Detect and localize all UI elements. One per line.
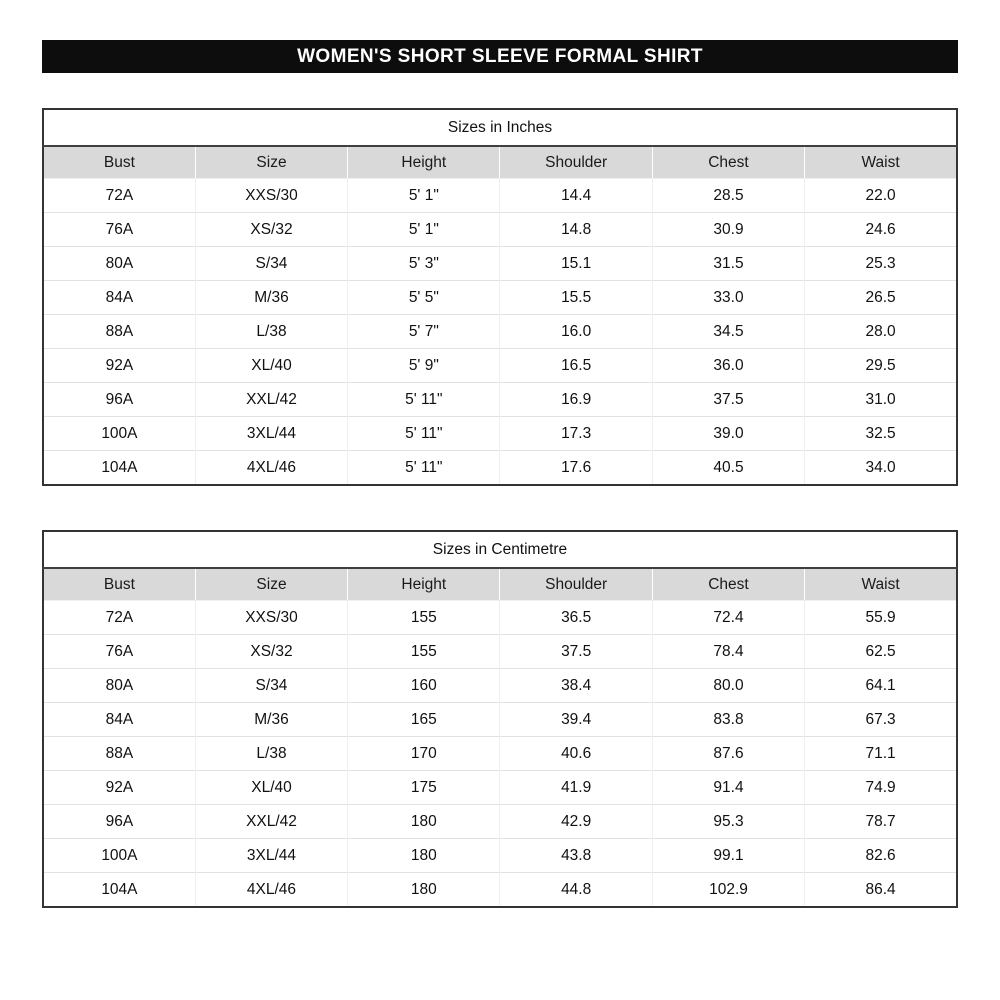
table-cell: 16.9 [500,383,652,417]
table-cell: 5' 11" [348,417,500,451]
page-title: WOMEN'S SHORT SLEEVE FORMAL SHIRT [297,45,703,67]
column-header-shoulder: Shoulder [500,146,652,179]
table-cell: 86.4 [805,873,957,908]
table-cell: 67.3 [805,703,957,737]
table-cell: 155 [348,635,500,669]
table-row [43,417,957,451]
table-cell: 41.9 [500,771,652,805]
table-cell: 155 [348,601,500,635]
table-cell: 3XL/44 [195,839,347,873]
table-cell: 91.4 [652,771,804,805]
inches-size-table [42,108,958,486]
table-cell: L/38 [195,737,347,771]
table-cell: 28.0 [805,315,957,349]
table-header-row [43,146,957,179]
table-cell: 26.5 [805,281,957,315]
table-cell: 4XL/46 [195,451,347,486]
column-header-size: Size [195,146,347,179]
table-cell: S/34 [195,669,347,703]
title-bar [42,40,958,73]
table-cell: 100A [43,839,195,873]
table-cell: 96A [43,805,195,839]
table-row [43,839,957,873]
table-cell: XXS/30 [195,601,347,635]
table-cell: 15.5 [500,281,652,315]
table-cell: 15.1 [500,247,652,281]
table-cell: XL/40 [195,349,347,383]
table-cell: XL/40 [195,771,347,805]
column-header-bust: Bust [43,146,195,179]
table-cell: 24.6 [805,213,957,247]
table-cell: 78.7 [805,805,957,839]
table-cell: 31.0 [805,383,957,417]
table-row [43,771,957,805]
table-cell: 36.0 [652,349,804,383]
table-row [43,873,957,908]
table-cell: 42.9 [500,805,652,839]
table-cell: M/36 [195,703,347,737]
table-cell: 165 [348,703,500,737]
column-header-waist: Waist [805,146,957,179]
column-header-bust: Bust [43,568,195,601]
table-cell: 36.5 [500,601,652,635]
table-cell: 87.6 [652,737,804,771]
table-cell: 95.3 [652,805,804,839]
table-cell: 55.9 [805,601,957,635]
table-caption-row [43,109,957,146]
table-cell: 5' 1" [348,179,500,213]
table-cell: 37.5 [500,635,652,669]
table-cell: 180 [348,873,500,908]
table-cell: 100A [43,417,195,451]
table-cell: 17.3 [500,417,652,451]
table-cell: 5' 1" [348,213,500,247]
table-cell: 80A [43,669,195,703]
table-cell: 5' 3" [348,247,500,281]
table-cell: 14.8 [500,213,652,247]
table-cell: 3XL/44 [195,417,347,451]
table-cell: 88A [43,737,195,771]
table-cell: 92A [43,771,195,805]
table-caption: Sizes in Centimetre [43,531,957,568]
table-cell: XXL/42 [195,383,347,417]
table-cell: 102.9 [652,873,804,908]
table-cell: 39.0 [652,417,804,451]
table-row [43,703,957,737]
column-header-height: Height [348,568,500,601]
table-cell: 4XL/46 [195,873,347,908]
table-cell: 16.5 [500,349,652,383]
table-row [43,737,957,771]
table-cell: 34.0 [805,451,957,486]
table-cell: 74.9 [805,771,957,805]
table-cell: 33.0 [652,281,804,315]
table-cell: 32.5 [805,417,957,451]
column-header-waist: Waist [805,568,957,601]
table-cell: 34.5 [652,315,804,349]
table-cell: 170 [348,737,500,771]
table-cell: 72A [43,179,195,213]
table-row [43,805,957,839]
table-cell: 5' 11" [348,383,500,417]
table-row [43,383,957,417]
column-header-chest: Chest [652,568,804,601]
table-row [43,213,957,247]
table-cell: 76A [43,635,195,669]
table-cell: 104A [43,873,195,908]
table-cell: 82.6 [805,839,957,873]
table-row [43,669,957,703]
table-cell: 16.0 [500,315,652,349]
table-cell: L/38 [195,315,347,349]
table-cell: 39.4 [500,703,652,737]
table-cell: XXL/42 [195,805,347,839]
table-cell: 29.5 [805,349,957,383]
table-cell: 160 [348,669,500,703]
table-caption-row [43,531,957,568]
centimetre-size-table [42,530,958,908]
table-cell: 175 [348,771,500,805]
table-cell: 180 [348,805,500,839]
table-cell: 40.5 [652,451,804,486]
table-cell: 62.5 [805,635,957,669]
table-caption: Sizes in Inches [43,109,957,146]
table-cell: 71.1 [805,737,957,771]
table-cell: 104A [43,451,195,486]
table-cell: XS/32 [195,213,347,247]
table-cell: 28.5 [652,179,804,213]
table-header-row [43,568,957,601]
table-cell: 5' 11" [348,451,500,486]
table-cell: 80A [43,247,195,281]
table-row [43,349,957,383]
table-cell: 83.8 [652,703,804,737]
table-cell: 37.5 [652,383,804,417]
table-row [43,315,957,349]
table-cell: 84A [43,281,195,315]
table-cell: XXS/30 [195,179,347,213]
column-header-height: Height [348,146,500,179]
table-cell: 80.0 [652,669,804,703]
table-cell: 44.8 [500,873,652,908]
table-cell: M/36 [195,281,347,315]
table-row [43,247,957,281]
table-cell: 96A [43,383,195,417]
column-header-chest: Chest [652,146,804,179]
column-header-size: Size [195,568,347,601]
table-cell: 25.3 [805,247,957,281]
table-row [43,635,957,669]
table-cell: XS/32 [195,635,347,669]
table-cell: 14.4 [500,179,652,213]
table-cell: 5' 7" [348,315,500,349]
column-header-shoulder: Shoulder [500,568,652,601]
table-cell: 5' 5" [348,281,500,315]
table-cell: 43.8 [500,839,652,873]
table-cell: 5' 9" [348,349,500,383]
table-cell: 78.4 [652,635,804,669]
table-cell: 38.4 [500,669,652,703]
table-cell: 72A [43,601,195,635]
table-cell: 76A [43,213,195,247]
table-cell: 88A [43,315,195,349]
table-cell: 40.6 [500,737,652,771]
table-row [43,601,957,635]
table-cell: 22.0 [805,179,957,213]
table-cell: 180 [348,839,500,873]
table-cell: 72.4 [652,601,804,635]
table-cell: 92A [43,349,195,383]
table-cell: 17.6 [500,451,652,486]
table-cell: 30.9 [652,213,804,247]
table-cell: 84A [43,703,195,737]
table-cell: 99.1 [652,839,804,873]
table-row [43,179,957,213]
table-row [43,451,957,486]
table-cell: 31.5 [652,247,804,281]
table-cell: S/34 [195,247,347,281]
table-row [43,281,957,315]
table-cell: 64.1 [805,669,957,703]
